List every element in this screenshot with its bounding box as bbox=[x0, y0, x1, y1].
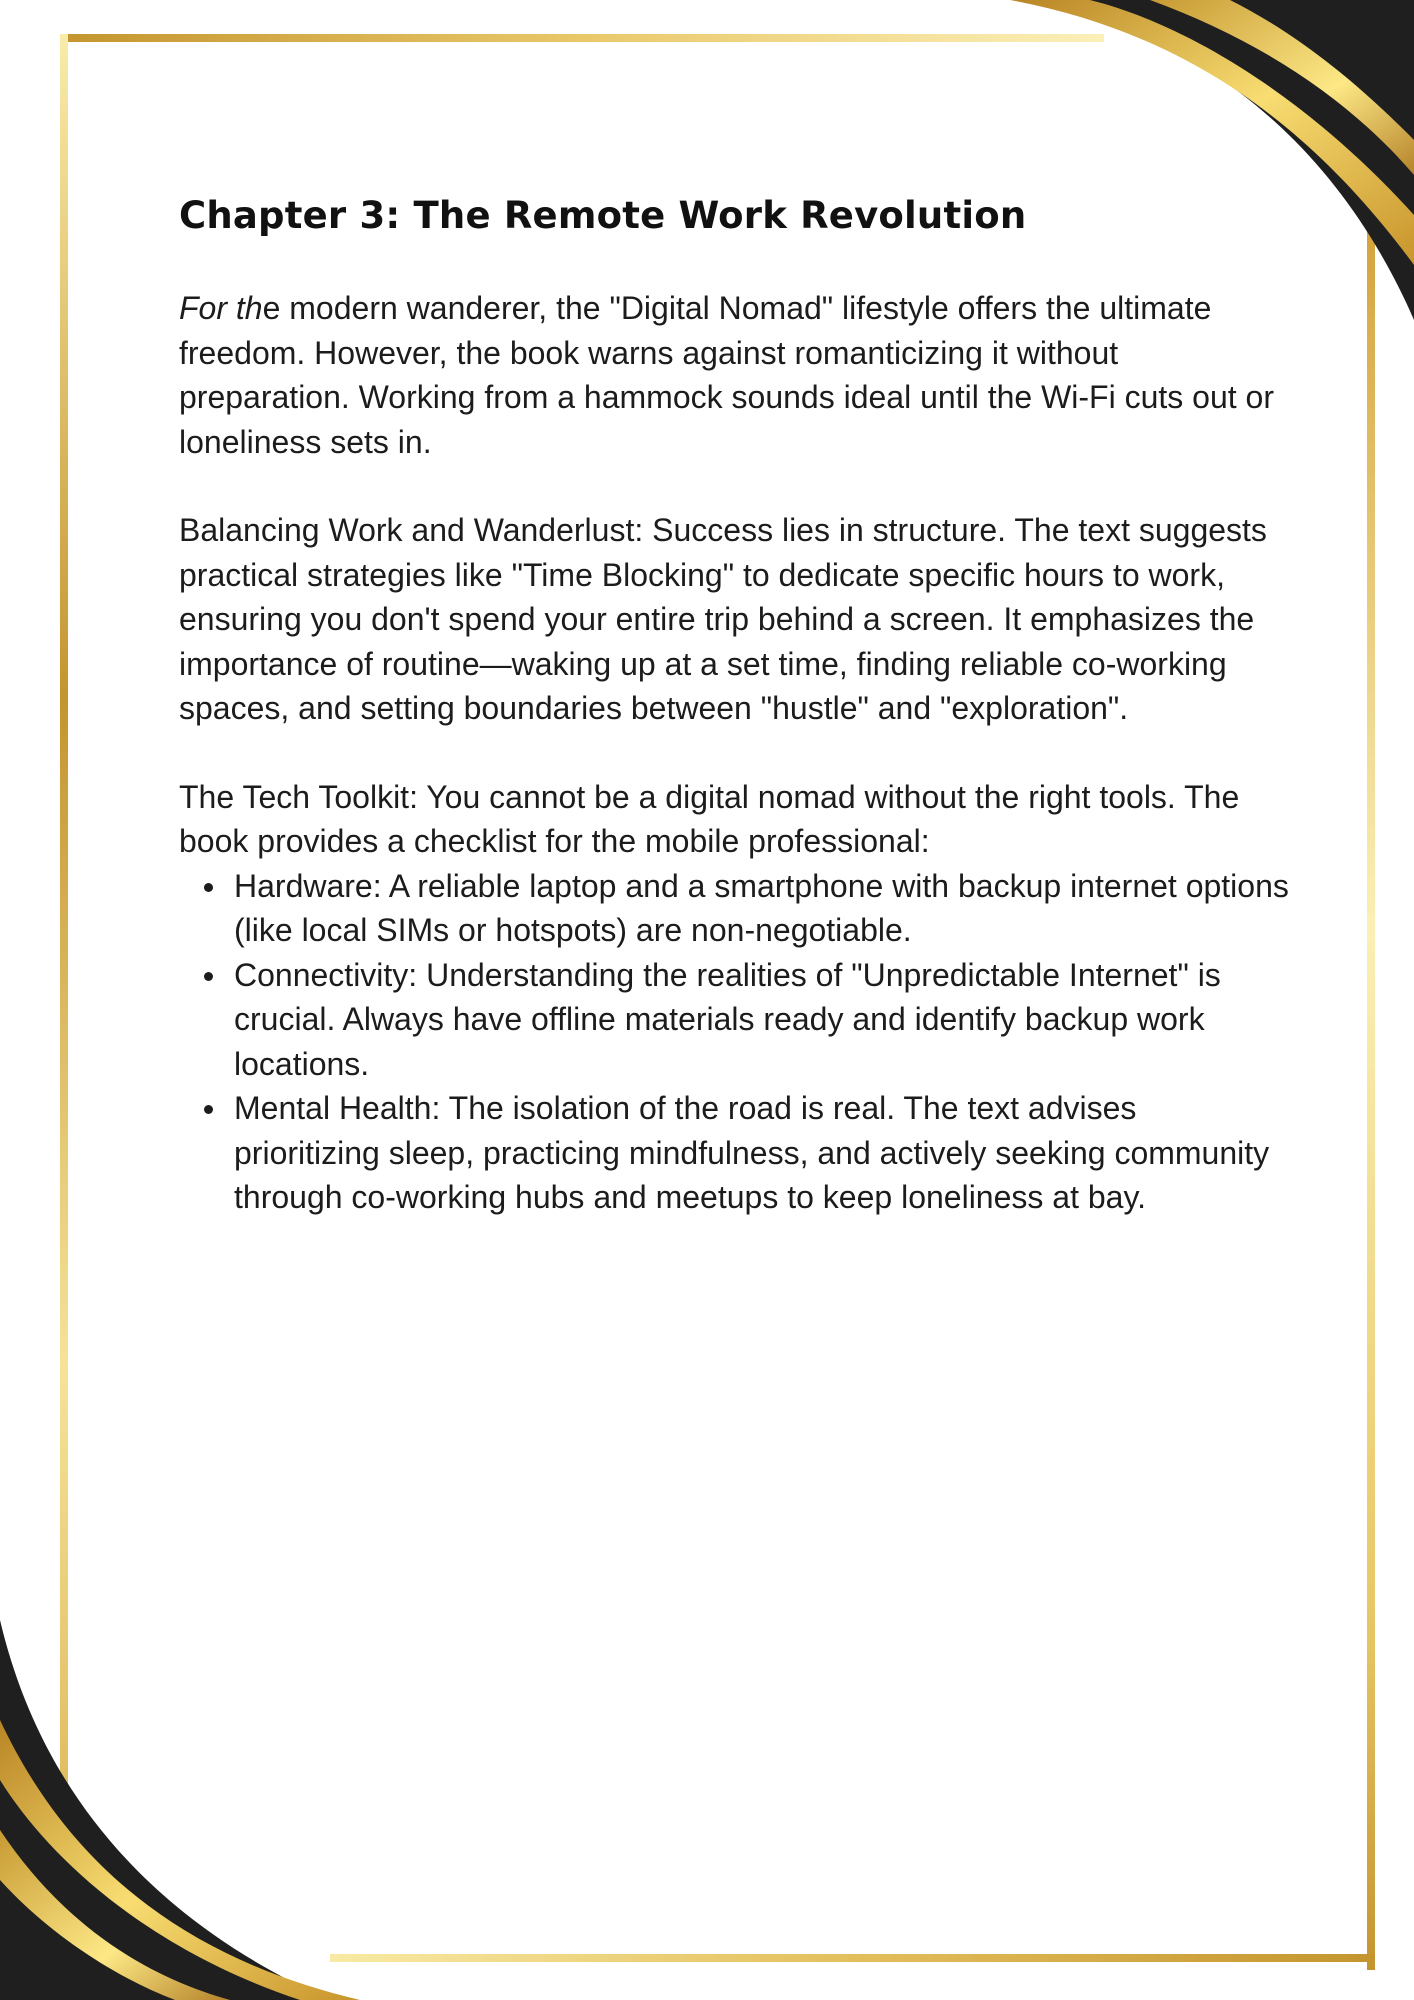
frame-top-line bbox=[60, 34, 1104, 42]
frame-bottom-line bbox=[330, 1954, 1375, 1962]
chapter-content bbox=[179, 190, 1289, 1220]
list-item: Mental Health: The isolation of the road is real. The text advises prioritizing sleep, practicing mindfulness, and actively seeking community through co-working hubs and meetups to keep loneliness at bay. bbox=[234, 1086, 1289, 1220]
frame-right-line bbox=[1367, 230, 1375, 1970]
toolkit-checklist bbox=[179, 864, 1289, 1220]
balancing-paragraph: Balancing Work and Wanderlust: Success lies in structure. The text suggests practical strategies like "Time Blocking" to dedicate specific hours to work, ensuring you don't spend your entire trip behind a screen. It emphasizes the importance of routine—waking up at a set time, finding reliable co-working spaces, and setting boundaries between "hustle" and "exploration". bbox=[179, 512, 1267, 726]
intro-italic-lead: For th bbox=[179, 290, 263, 326]
list-item: Connectivity: Understanding the realities of "Unpredictable Internet" is crucial. Always have offline materials ready and identify backup work locations. bbox=[234, 953, 1289, 1087]
toolkit-intro: The Tech Toolkit: You cannot be a digital nomad without the right tools. The book provides a checklist for the mobile professional: bbox=[179, 778, 1240, 859]
frame-left-line bbox=[60, 34, 68, 1934]
intro-text: e modern wanderer, the "Digital Nomad" lifestyle offers the ultimate freedom. However, the book warns against romanticizing it without preparation. Working from a hammock sounds ideal until the Wi-Fi cuts out or loneliness sets in. bbox=[179, 290, 1274, 460]
intro-paragraph bbox=[179, 286, 1289, 464]
list-item: Hardware: A reliable laptop and a smartphone with backup internet options (like local SIMs or hotspots) are non-negotiable. bbox=[234, 864, 1289, 953]
chapter-title: Chapter 3: The Remote Work Revolution bbox=[179, 194, 1027, 237]
